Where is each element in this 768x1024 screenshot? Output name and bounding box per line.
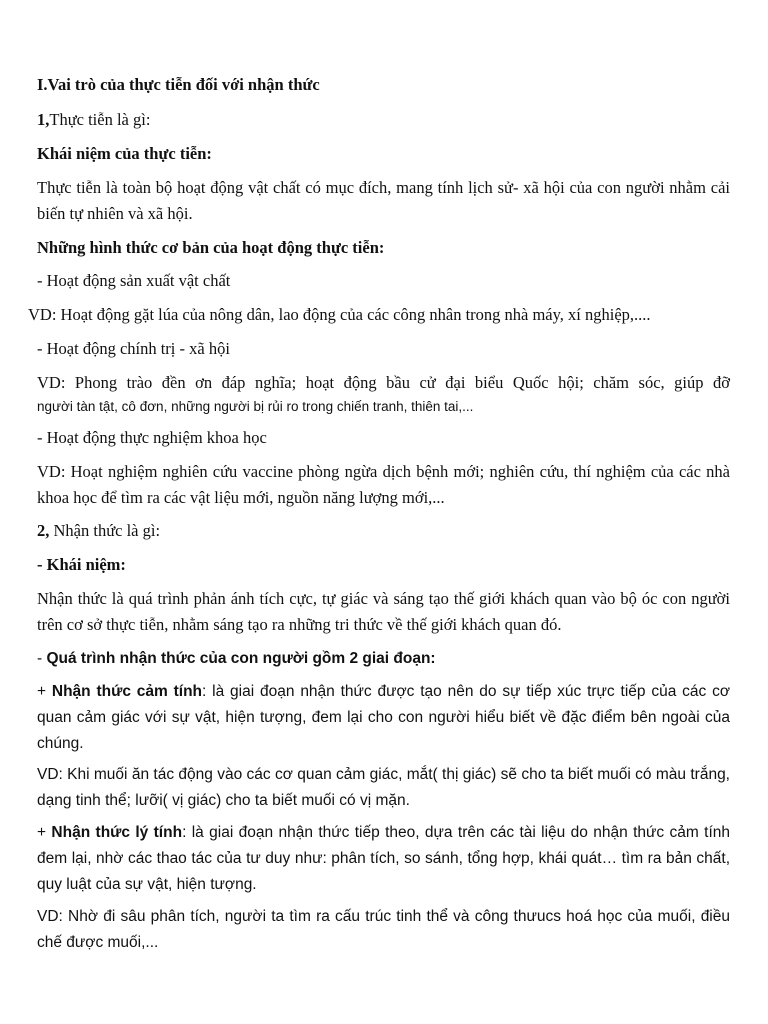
subheading-cognition [37,518,730,544]
form-item-science: - Hoạt động thực nghiệm khoa học [37,428,267,447]
example-sensory: VD: Khi muối ăn tác động vào các cơ quan cảm giác, mắt( thị giác) sẽ cho ta biết muối có màu trắng, dạng tinh thể; lưỡi( vị giác) cho ta biết muối có vị mặn. [37,766,730,809]
stage-rational: + Nhận thức lý tính: là giai đoạn nhận thức tiếp theo, dựa trên các tài liệu do nhận thức cảm tính đem lại, nhờ các thao tác của tư duy như: phân tích, so sánh, tổng hợp, khái quát… tìm ra bản chất, quy luật của sự vật, hiện tượng. [37,824,731,893]
example-science: VD: Hoạt nghiệm nghiên cứu vaccine phòng ngừa dịch bệnh mới; nghiên cứu, thí nghiệm của các nhà khoa học để tìm ra các vật liệu mới, nguồn năng lượng mới,... [37,462,730,507]
subheading-text: Thực tiễn là gì: [49,110,151,129]
concept-heading: Khái niệm của thực tiễn: [37,144,212,163]
practice-definition: Thực tiễn là toàn bộ hoạt động vật chất có mục đích, mang tính lịch sử- xã hội của con người nhằm cải biến tự nhiên và xã hội. [37,178,730,223]
form-item-production: - Hoạt động sản xuất vật chất [37,271,231,290]
example-political-line2: người tàn tật, cô đơn, những người bị rủi ro trong chiến tranh, thiên tai,... [37,399,474,414]
stage-sensory: + Nhận thức cảm tính: là giai đoạn nhận thức được tạo nên do sự tiếp xúc trực tiếp của các cơ quan cảm giác với sự vật, hiện tượng, đem lại cho con người hiểu biết về đặc điểm bên ngoài của chúng. [37,683,731,752]
cognition-definition: Nhận thức là quá trình phản ánh tích cực, tự giác và sáng tạo thế giới khách quan vào bộ óc con người trên cơ sở thực tiễn, nhằm sáng tạo ra những tri thức về thế giới khách quan đó. [37,589,730,634]
subheading-number: 1, [37,110,50,129]
stage-sensory-term: Nhận thức cảm tính [51,683,203,700]
stage-rational-term: Nhận thức lý tính [51,824,183,841]
form-item-political: - Hoạt động chính trị - xã hội [37,339,230,358]
stages-heading: - Quá trình nhận thức của con người gồm 2 giai đoạn: [37,650,436,667]
subheading-number: 2, [37,521,50,540]
example-rational: VD: Nhờ đi sâu phân tích, người ta tìm ra cấu trúc tinh thể và công thưucs hoá học của muối, điều chế được muối,... [37,908,730,951]
example-production: VD: Hoạt động gặt lúa của nông dân, lao động của các công nhân trong nhà máy, xí nghiệp,.... [28,305,651,324]
heading-section-1: I.Vai trò của thực tiễn đối với nhận thức [37,75,320,94]
example-political-line1: VD: Phong trào đền ơn đáp nghĩa; hoạt động bầu cử đại biểu Quốc hội; chăm sóc, giúp đỡ [37,373,730,392]
subheading-text: Nhận thức là gì: [49,521,161,540]
forms-heading: Những hình thức cơ bản của hoạt động thực tiễn: [37,238,385,257]
subheading-practice [37,107,730,133]
cognition-concept-heading: - Khái niệm: [37,555,126,574]
